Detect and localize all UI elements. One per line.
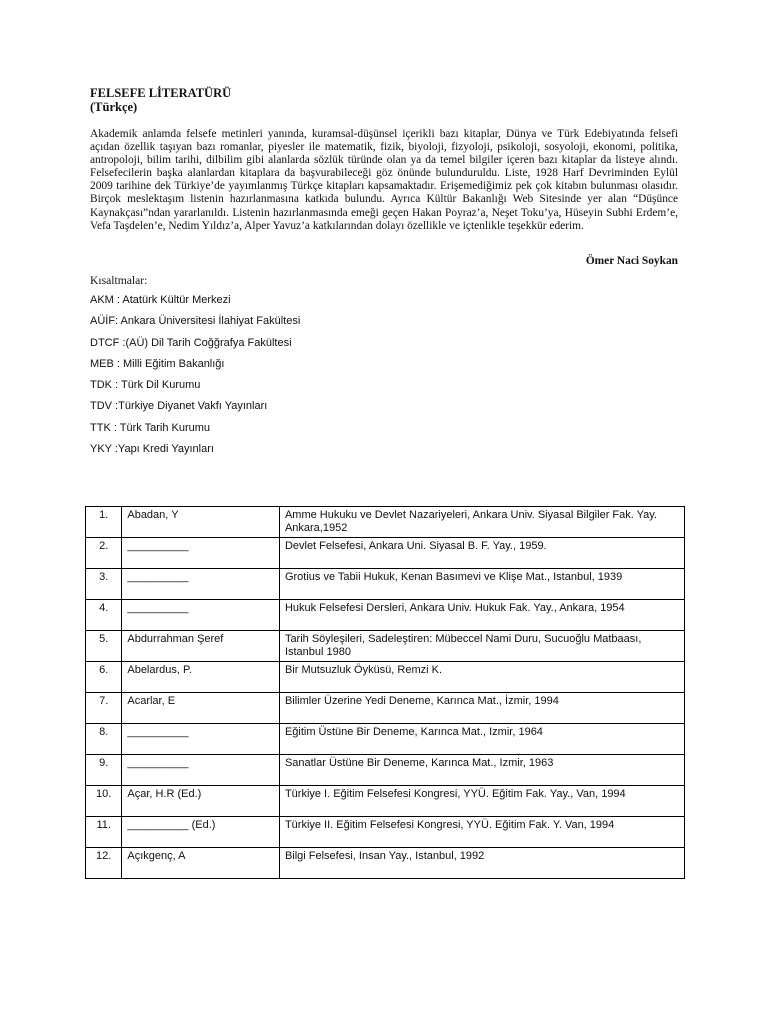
entry-number: 4. — [86, 600, 122, 631]
abbreviation-item: TTK : Türk Tarih Kurumu — [90, 421, 211, 434]
entry-work: Eğitim Üstüne Bir Deneme, Karınca Mat., Izmir, 1964 — [279, 724, 684, 755]
abbreviation-item: AÜİF: Ankara Üniversitesi İlahiyat Fakültesi — [90, 315, 301, 328]
entry-number: 5. — [86, 631, 122, 662]
entry-number: 8. — [86, 724, 122, 755]
abbreviations-list — [90, 293, 300, 463]
entry-work: Grotius ve Tabii Hukuk, Kenan Basımevi ve Klişe Mat., Istanbul, 1939 — [279, 569, 684, 600]
table-row — [86, 817, 685, 848]
entry-author: Açıkgenç, A — [122, 848, 280, 879]
document-title: FELSEFE LİTERATÜRÜ — [90, 86, 232, 100]
document-subtitle: (Türkçe) — [90, 100, 138, 114]
entry-author: __________ — [122, 569, 280, 600]
table-row — [86, 507, 685, 538]
abbreviation-item: TDV :Türkiye Diyanet Vakfı Yayınları — [90, 400, 268, 413]
bibliography-table — [85, 506, 685, 879]
entry-work: Devlet Felsefesi, Ankara Uni. Siyasal B. F. Yay., 1959. — [279, 538, 684, 569]
entry-author: Açar, H.R (Ed.) — [122, 786, 280, 817]
entry-work: Türkiye I. Eğitim Felsefesi Kongresi, YYÜ. Eğitim Fak. Yay., Van, 1994 — [279, 786, 684, 817]
entry-number: 2. — [86, 538, 122, 569]
entry-number: 10. — [86, 786, 122, 817]
author-signature: Ömer Naci Soykan — [585, 255, 678, 267]
entry-work: Bilimler Üzerine Yedi Deneme, Karınca Mat., İzmir, 1994 — [279, 693, 684, 724]
entry-author: Abelardus, P. — [122, 662, 280, 693]
entry-number: 6. — [86, 662, 122, 693]
entry-work: Bilgi Felsefesi, Insan Yay., Istanbul, 1992 — [279, 848, 684, 879]
entry-number: 9. — [86, 755, 122, 786]
table-row — [86, 600, 685, 631]
entry-author: Abadan, Y — [122, 507, 280, 538]
intro-paragraph: Akademik anlamda felsefe metinleri yanında, kuramsal-düşünsel içerikli bazı kitaplar, Dünya ve Türk Edebiyatında felsefi açıdan özellik taşıyan bazı romanlar, piyesler ile matematik, fizik, biyoloji, fizyoloji, psikoloji, sosyoloji, ekonomi, politika, antropoloji, bilim tarihi, dilbilim gibi alanlarda sözlük türünde olan ya da temel bilgiler içeren bazı kitaplar da listeye alındı. Felsefecilerin başka alanlardan kitaplara da başvurabileceği göz önünde bulunduruldu. Liste, 1928 Harf Devriminden Eylül 2009 tarihine dek Türkiye’de yayımlanmış Türkçe kitapları kapsamaktadır. Erişemediğimiz pek çok kitabın bulunması olasıdır. Birçok meslektaşım listenin hazırlanmasına katkıda bulundu. Ayrıca Kültür Bakanlığı Web Sitesinde yer alan “Düşünce Kaynakçası”ndan yararlanıldı. Listenin hazırlanmasında emeği geçen Hakan Poyraz’a, Neşet Toku’ya, Hüseyin Subhi Erdem’e, Vefa Taşdelen’e, Nedim Yıldız’a, Alper Yavuz’a katkılarından dolayı özellikle ve içtenlikle teşekkür ederim. — [90, 128, 678, 232]
table-row — [86, 755, 685, 786]
table-row — [86, 538, 685, 569]
entry-number: 1. — [86, 507, 122, 538]
entry-author: __________ — [122, 755, 280, 786]
table-row — [86, 631, 685, 662]
abbreviations-heading: Kısaltmalar: — [90, 274, 148, 287]
entry-number: 3. — [86, 569, 122, 600]
entry-work: Hukuk Felsefesi Dersleri, Ankara Univ. Hukuk Fak. Yay., Ankara, 1954 — [279, 600, 684, 631]
entry-author: Acarlar, E — [122, 693, 280, 724]
entry-author: __________ (Ed.) — [122, 817, 280, 848]
entry-author: __________ — [122, 600, 280, 631]
table-row — [86, 662, 685, 693]
entry-work: Tarih Söyleşileri, Sadeleştiren: Mübeccel Nami Duru, Sucuoğlu Matbaası, Istanbul 1980 — [279, 631, 684, 662]
table-row — [86, 848, 685, 879]
table-row — [86, 786, 685, 817]
entry-author: Abdurrahman Şeref — [122, 631, 280, 662]
entry-work: Türkiye II. Eğitim Felsefesi Kongresi, YYÜ. Eğitim Fak. Y. Van, 1994 — [279, 817, 684, 848]
abbreviation-item: YKY :Yapı Kredi Yayınları — [90, 443, 214, 456]
entry-number: 7. — [86, 693, 122, 724]
entry-number: 12. — [86, 848, 122, 879]
abbreviation-item: MEB : Milli Eğitim Bakanlığı — [90, 357, 225, 370]
entry-work: Sanatlar Üstüne Bir Deneme, Karınca Mat., Izmir, 1963 — [279, 755, 684, 786]
table-row — [86, 693, 685, 724]
abbreviation-item: AKM : Atatürk Kültür Merkezi — [90, 294, 231, 306]
abbreviation-item: TDK : Türk Dil Kurumu — [90, 379, 201, 392]
entry-author: __________ — [122, 724, 280, 755]
table-row — [86, 724, 685, 755]
entry-work: Amme Hukuku ve Devlet Nazariyeleri, Ankara Univ. Siyasal Bilgiler Fak. Yay. Ankara,1952 — [279, 507, 684, 538]
abbreviation-item: DTCF :(AÜ) Dil Tarih Coğğrafya Fakültesi — [90, 336, 292, 349]
table-row — [86, 569, 685, 600]
entry-author: __________ — [122, 538, 280, 569]
entry-work: Bir Mutsuzluk Öyküsü, Remzi K. — [279, 662, 684, 693]
entry-number: 11. — [86, 817, 122, 848]
